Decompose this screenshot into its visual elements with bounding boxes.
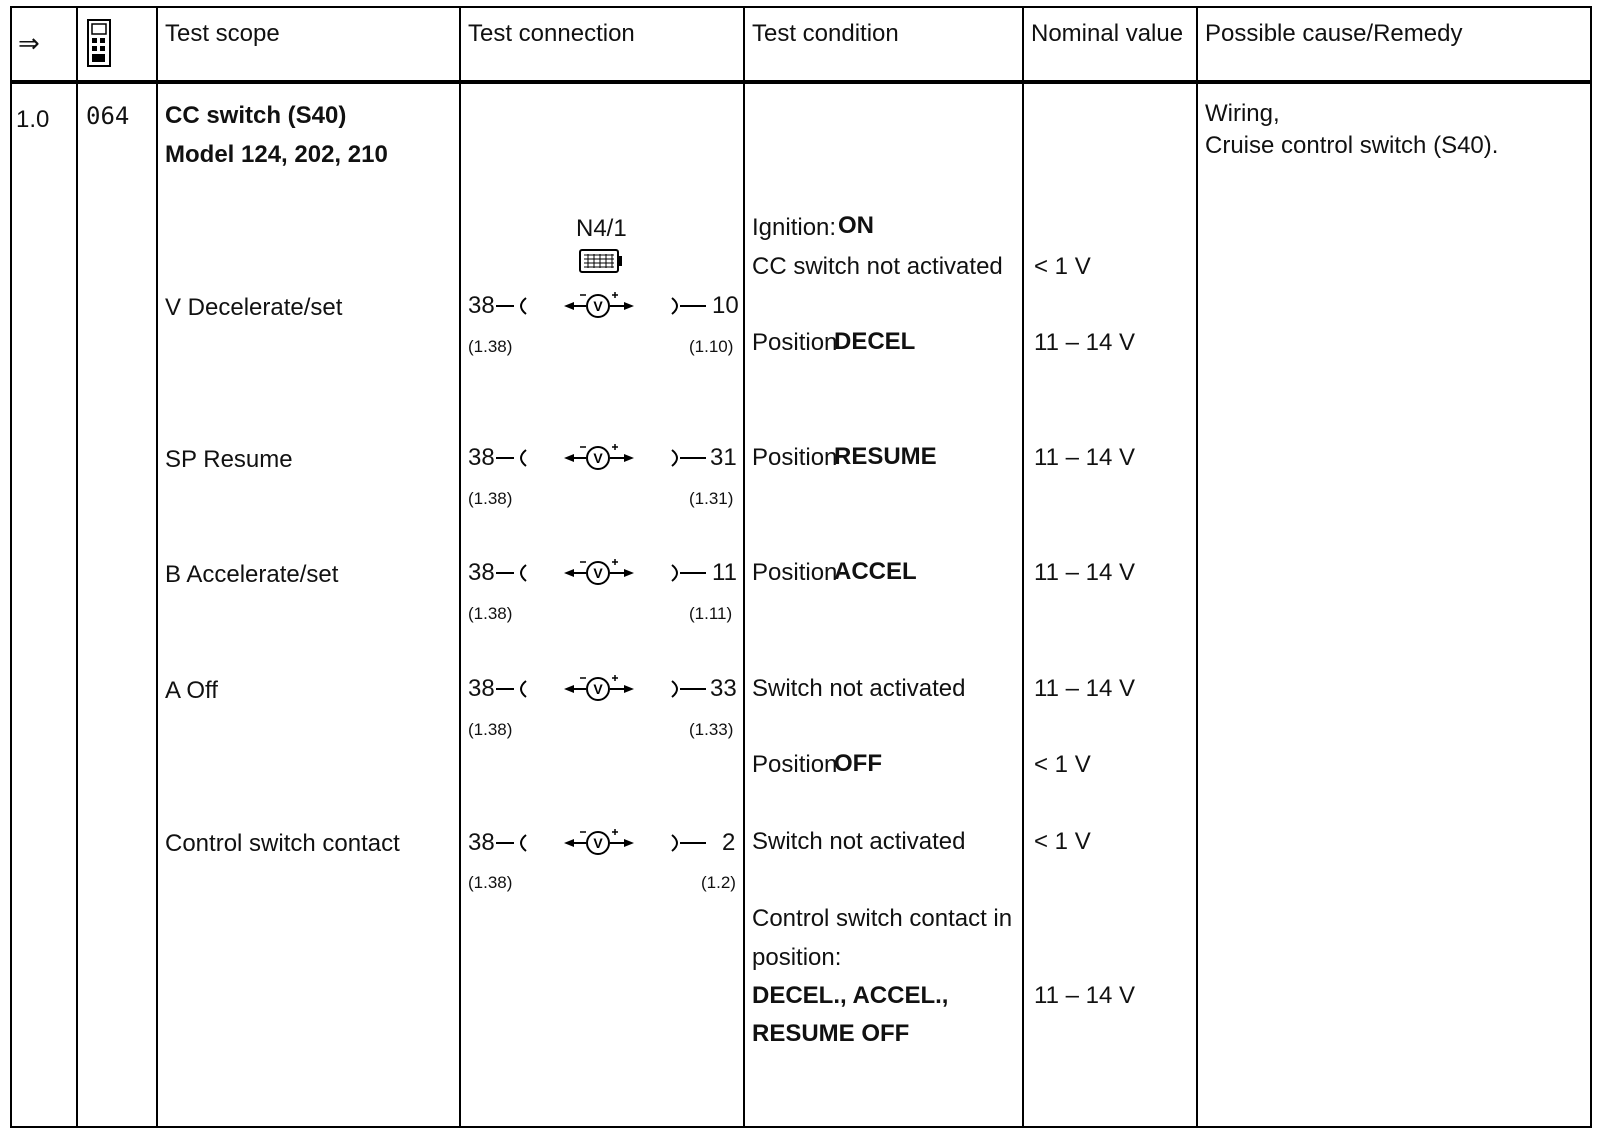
pin-right: 31 xyxy=(710,444,737,471)
condition-text: position: xyxy=(752,944,842,971)
svg-text:V: V xyxy=(593,450,603,466)
pin-right-ref: (1.10) xyxy=(689,337,734,356)
scope-decelerate: V Decelerate/set xyxy=(165,294,343,321)
ignition-label: Ignition: xyxy=(752,214,837,241)
pin-right-ref: (1.33) xyxy=(689,720,734,739)
svg-text:V: V xyxy=(593,681,603,697)
column-divider xyxy=(459,6,461,1128)
tester-icon xyxy=(86,18,112,68)
condition-text: Switch not activated xyxy=(752,675,966,702)
pin-left-ref: (1.38) xyxy=(468,604,513,623)
cc-not-activated-value: < 1 V xyxy=(1034,253,1091,280)
voltmeter-connection-icon xyxy=(494,828,724,858)
header-remedy: Possible cause/Remedy xyxy=(1205,20,1463,47)
arrow-icon: ⇒ xyxy=(18,28,40,58)
column-divider xyxy=(156,6,158,1128)
voltmeter-connection-icon xyxy=(494,674,724,704)
ignition-value: ON xyxy=(838,212,874,239)
pin-left: 38 xyxy=(468,292,495,319)
pin-right: 33 xyxy=(710,675,737,702)
nominal-value: < 1 V xyxy=(1034,828,1091,855)
connector-label: N4/1 xyxy=(576,215,627,242)
pin-right: 11 xyxy=(712,559,737,586)
pin-left: 38 xyxy=(468,829,495,856)
pin-left: 38 xyxy=(468,444,495,471)
column-divider xyxy=(1022,6,1024,1128)
pin-left-ref: (1.38) xyxy=(468,720,513,739)
voltmeter-connection-icon xyxy=(494,443,724,473)
header-nominal-value: Nominal value xyxy=(1031,20,1184,47)
pin-left-ref: (1.38) xyxy=(468,873,513,892)
column-divider xyxy=(743,6,745,1128)
condition-position: DECEL xyxy=(834,328,916,355)
condition-prefix: Position xyxy=(752,444,838,471)
scope-accelerate: B Accelerate/set xyxy=(165,561,339,588)
svg-text:V: V xyxy=(593,835,603,851)
column-divider xyxy=(76,6,78,1128)
pin-right-ref: (1.31) xyxy=(689,489,734,508)
nominal-value: 11 – 14 V xyxy=(1034,675,1135,702)
step-subtitle: Model 124, 202, 210 xyxy=(165,141,388,168)
condition-position: DECEL., ACCEL., xyxy=(752,982,949,1009)
pin-right-ref: (1.2) xyxy=(701,873,736,892)
nominal-value: < 1 V xyxy=(1034,751,1091,778)
remedy-line-2: Cruise control switch (S40). xyxy=(1205,132,1499,159)
header-test-connection: Test connection xyxy=(468,20,635,47)
pin-right: 2 xyxy=(722,829,736,856)
cc-not-activated: CC switch not activated xyxy=(752,253,1003,280)
condition-position: OFF xyxy=(834,750,882,777)
pin-left: 38 xyxy=(468,675,495,702)
condition-text: Switch not activated xyxy=(752,828,966,855)
svg-text:V: V xyxy=(593,298,603,314)
header-test-scope: Test scope xyxy=(165,20,280,47)
condition-prefix: Position xyxy=(752,751,838,778)
pin-right: 10 xyxy=(712,292,739,319)
nominal-value: 11 – 14 V xyxy=(1034,559,1135,586)
scope-control-switch-contact: Control switch contact xyxy=(165,830,400,857)
step-code: 064 xyxy=(86,102,130,130)
nominal-value: 11 – 14 V xyxy=(1034,444,1135,471)
condition-prefix: Position xyxy=(752,329,838,356)
connector-icon xyxy=(578,248,624,274)
scope-off: A Off xyxy=(165,677,218,704)
header-rule xyxy=(10,80,1592,84)
condition-prefix: Position xyxy=(752,559,838,586)
pin-right-ref: (1.11) xyxy=(689,604,733,623)
pin-left-ref: (1.38) xyxy=(468,489,513,508)
step-title: CC switch (S40) xyxy=(165,102,347,129)
condition-position: RESUME xyxy=(834,443,937,470)
voltmeter-connection-icon xyxy=(494,558,724,588)
svg-text:V: V xyxy=(593,565,603,581)
column-divider xyxy=(1196,6,1198,1128)
nominal-value: 11 – 14 V xyxy=(1034,982,1135,1009)
header-test-condition: Test condition xyxy=(752,20,899,47)
condition-position: RESUME OFF xyxy=(752,1020,910,1047)
condition-text: Control switch contact in xyxy=(752,905,1013,932)
nominal-value: 11 – 14 V xyxy=(1034,329,1135,356)
voltmeter-connection-icon xyxy=(494,291,724,321)
pin-left: 38 xyxy=(468,559,495,586)
condition-position: ACCEL xyxy=(834,558,917,585)
step-number: 1.0 xyxy=(16,106,50,133)
pin-left-ref: (1.38) xyxy=(468,337,513,356)
remedy-line-1: Wiring, xyxy=(1205,100,1280,127)
scope-resume: SP Resume xyxy=(165,446,293,473)
